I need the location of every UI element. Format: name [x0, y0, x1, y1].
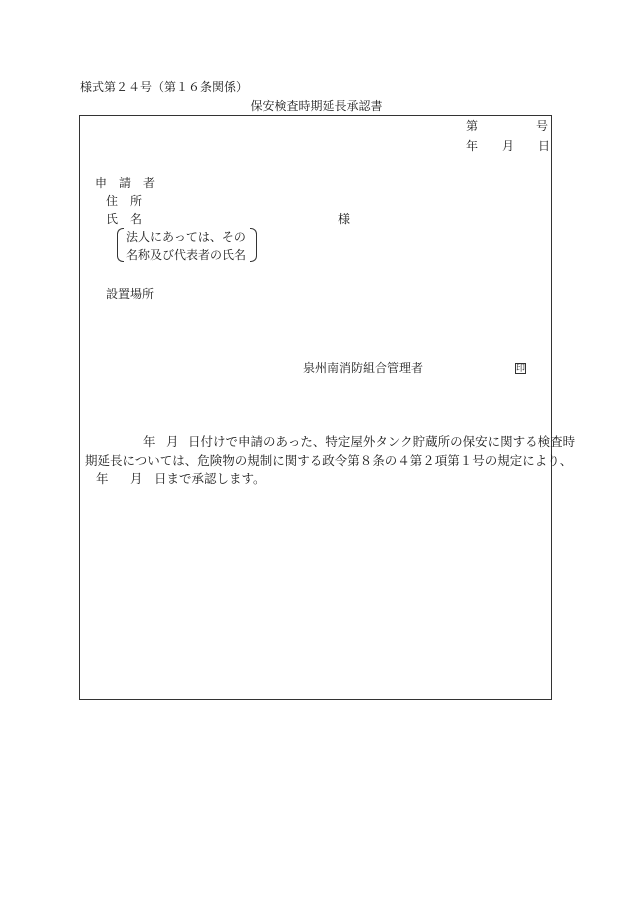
form-number: 様式第２４号（第１６条関係）: [80, 80, 249, 94]
body-line1-month: 月: [166, 434, 179, 449]
date-month: 月: [502, 139, 515, 153]
body-line2: 期延長については、危険物の規制に関する政令第８条の４第２項第１号の規定により、: [85, 453, 573, 468]
seal-mark: 印: [516, 364, 526, 374]
applicant-heading: 申 請 者: [95, 176, 156, 190]
date-year: 年: [466, 139, 479, 153]
doc-number-dai: 第: [466, 119, 479, 133]
body-line3-month: 月: [130, 471, 143, 486]
form-frame: [79, 115, 552, 700]
body-line1: 日付けで申請のあった、特定屋外タンク貯蔵所の保安に関する検査時: [188, 434, 576, 449]
address-label: 住 所: [106, 194, 143, 208]
name-label: 氏 名: [106, 212, 143, 226]
corp-note-line1: 法人にあっては、その: [126, 230, 246, 244]
corp-note-line2: 名称及び代表者の氏名: [126, 248, 247, 262]
honorific-sama: 様: [338, 212, 351, 226]
doc-number-go: 号: [536, 119, 549, 133]
issuer-name: 泉州南消防組合管理者: [303, 361, 424, 375]
body-line3: 日まで承認します。: [154, 471, 266, 486]
bracket-right: [250, 228, 257, 262]
bracket-left: [117, 228, 124, 262]
body-line3-year: 年: [96, 471, 109, 486]
body-line1-year: 年: [143, 434, 156, 449]
location-label: 設置場所: [106, 287, 155, 301]
document-title: 保安検査時期延長承認書: [250, 99, 383, 113]
date-day: 日: [538, 139, 551, 153]
